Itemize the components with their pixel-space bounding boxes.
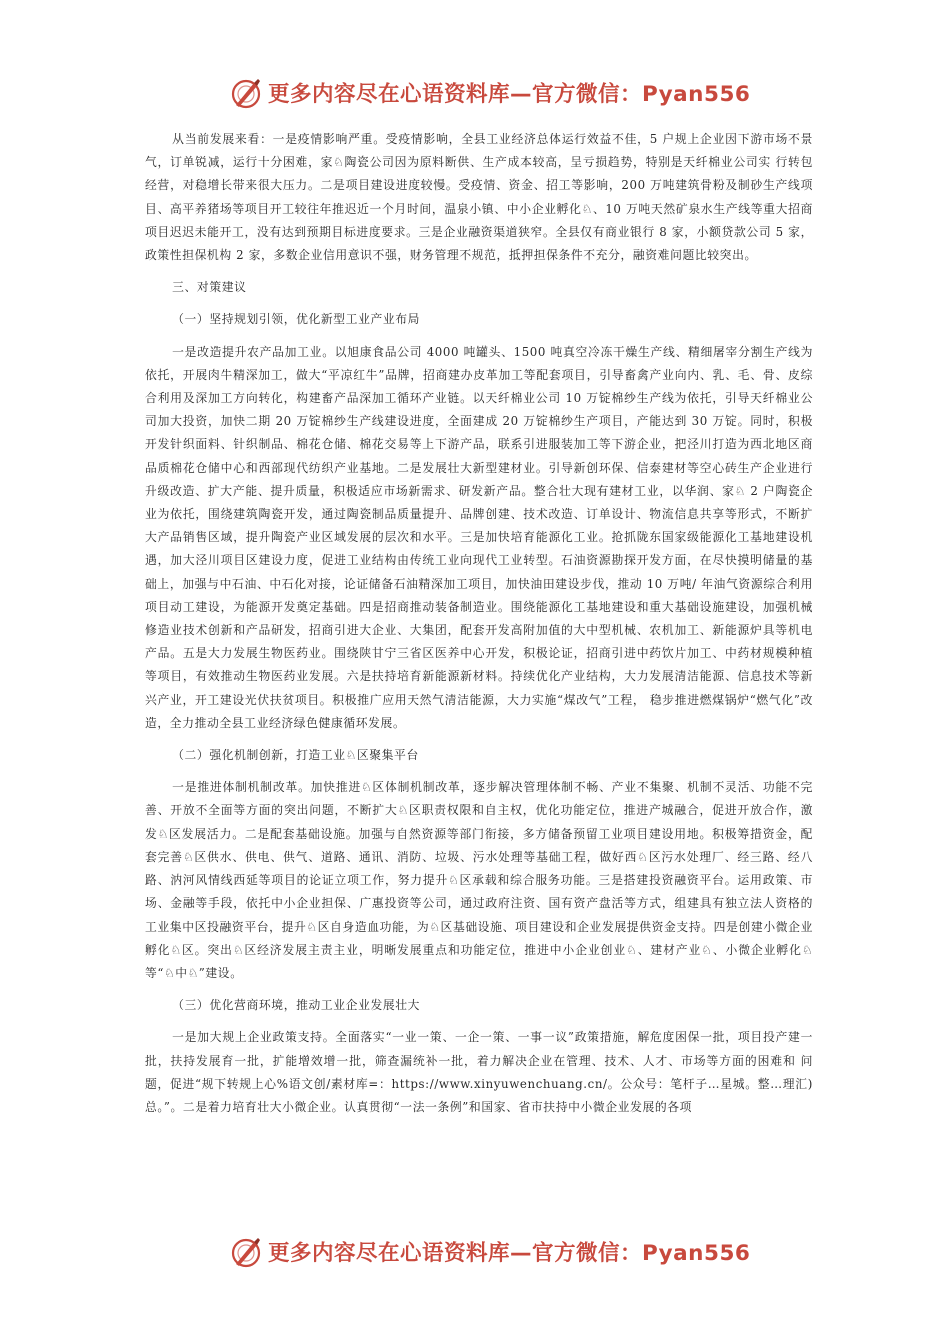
header-banner [0, 73, 950, 113]
paragraph-mechanism-innovation: 一是推进体制机制改革。加快推进♘区体制机制改革，逐步解决管理体制不畅、产业不集聚、机制不灵活、功能不完善、开放不全面等方面的突出问题，不断扩大♘区职责权限和自主权，优化功能定位，推进产城融合，促进开放合作，激发♘区发展活力。二是配套基础设施。加强与自然资源等部门衔接，多方储备预留工业项目建设用地。积极筹措资金，配套完善♘区供水、供电、供气、道路、通讯、消防、垃圾、污水处理等基础工程，做好西♘区污水处理厂、经三路、经八路、汭河风情线西延等项目的论证立项工作，努力提升♘区承载和综合服务功能。三是搭建投资融资平台。运用政策、市场、金融等手段，依托中小企业担保、广惠投资等公司，通过政府注资、国有资产盘活等方式，组建具有独立法人资格的工业集中区投融资平台，提升♘区自身造血功能，为♘区基础设施、项目建设和企业发展提供资金支持。四是创建小微企业孵化♘区。突出♘区经济发展主责主业，明晰发展重点和功能定位，推进中小企业创业♘、建材产业♘、小微企业孵化♘等“♘中♘”建设。 [145, 780, 813, 980]
pen-logo-icon [228, 75, 264, 111]
subsection-heading-1: （一）坚持规划引领，优化新型工业产业布局 [172, 312, 421, 327]
subsection-heading-3: （三）优化营商环境，推动工业企业发展壮大 [172, 998, 421, 1013]
paragraph-business-environment: 一是加大规上企业政策支持。全面落实“一业一策、一企一策、一事一议”政策措施，解危度困保一批，项目投产建一批，扶持发展育一批，扩能增效增一批，筛查漏统补一批，着力解决企业在管理、技术、人才、市场等方面的困难和 问题，促进“规下转规上心%语文创/素材库=：https://www.xinyuwenchuang.cn/。公众号：笔杆子…星城。整…理汇)总。”。二是着力培育壮大小微企业。认真贯彻“一法一条例”和国家、省市扶持中小微企业发展的各项 [145, 1030, 813, 1114]
paragraph-industry-layout: 一是改造提升农产品加工业。以旭康食品公司 4000 吨罐头、1500 吨真空冷冻干燥生产线、精细屠宰分割生产线为依托，开展肉牛精深加工，做大“平凉红牛”品牌，招商建办皮革加工等配套项目，引导畜禽产业向内、乳、毛、骨、皮综合利用及深加工方向转化，构建畜产品深加工循环产业链。以天纤棉业公司 10 万锭棉纱生产线为依托，引导天纤棉业公司加大投资，加快二期 20 万锭棉纱生产线建设进度，全面建成 20 万锭棉纱生产项目，产能达到 30 万锭。同时，积极开发针织面料、针织制品、棉花仓储、棉花交易等上下游产品，联系引进服装加工等下游企业，把泾川打造为西北地区商品质棉花仓储中心和西部现代纺织产业基地。二是发展壮大新型建材业。引导新创环保、信泰建材等空心砖生产企业进行升级改造、扩大产能、提升质量，积极适应市场新需求、研发新产品。整合壮大现有建材工业，以华润、家♘ 2 户陶瓷企业为依托，围绕建筑陶瓷开发，通过陶瓷制品质量提升、品牌创建、技术改造、订单设计、物流信息共享等形式，不断扩大产品销售区域，提升陶瓷产业区域发展的层次和水平。三是加快培育能源化工业。抢抓陇东国家级能源化工基地建设机遇，加大泾川项目区建设力度，促进工业结构由传统工业向现代工业转型。石油资源勘探开发方面，在尽快摸明储量的基础上，加强与中石油、中石化对接，论证储备石油精深加工项目，加快油田建设步伐，推动 10 万吨/ 年油气资源综合利用项目动工建设，为能源开发奠定基础。四是招商推动装备制造业。围绕能源化工基地建设和重大基础设施建设，加强机械修造业技术创新和产品研发，招商引进大企业、大集团，配套开发高附加值的大中型机械、农机加工、新能源炉具等机电产品。五是大力发展生物医药业。围绕陕甘宁三省区医养中心开发，积极论证，招商引进中药饮片加工、中药材规模种植等项目，有效推动生物医药业发展。六是扶持培育新能源新材料。持续优化产业结构，大力发展清洁能源、信息技术等新兴产业，开工建设光伏扶贫项目。积极推广应用天然气清洁能源，大力实施“煤改气”工程， 稳步推进燃煤锅炉“燃气化”改造，全力推动全县工业经济绿色健康循环发展。 [145, 344, 813, 730]
footer-banner [0, 1232, 950, 1272]
pen-logo-icon [228, 1234, 264, 1270]
section-heading-countermeasures: 三、对策建议 [172, 280, 247, 295]
banner-text: 更多内容尽在心语资料库—官方微信：Pyan556 [268, 1241, 751, 1266]
subsection-heading-2: （二）强化机制创新，打造工业♘区聚集平台 [172, 748, 419, 763]
banner-text: 更多内容尽在心语资料库—官方微信：Pyan556 [268, 82, 751, 107]
paragraph-current-situation: 从当前发展来看：一是疫情影响严重。受疫情影响，全县工业经济总体运行效益不佳，5 户规上企业因下游市场不景气，订单锐减，运行十分困难，家♘陶瓷公司因为原料断供、生产成本较高，呈亏损趋势，特别是天纤棉业公司实 行转包经营，对稳增长带来很大压力。二是项目建设进度较慢。受疫情、资金、招工等影响，200 万吨建筑骨粉及制砂生产线项目、高平养猪场等项目开工较往年推迟近一个月时间，温泉小镇、中小企业孵化♘、10 万吨天然矿泉水生产线等重大招商项目迟迟未能开工，没有达到预期目标进度要求。三是企业融资渠道狭窄。全县仅有商业银行 8 家，小额贷款公司 5 家，政策性担保机构 2 家，多数企业信用意识不强，财务管理不规范，抵押担保条件不充分，融资难问题比较突出。 [145, 132, 813, 263]
document-body [145, 128, 813, 1119]
